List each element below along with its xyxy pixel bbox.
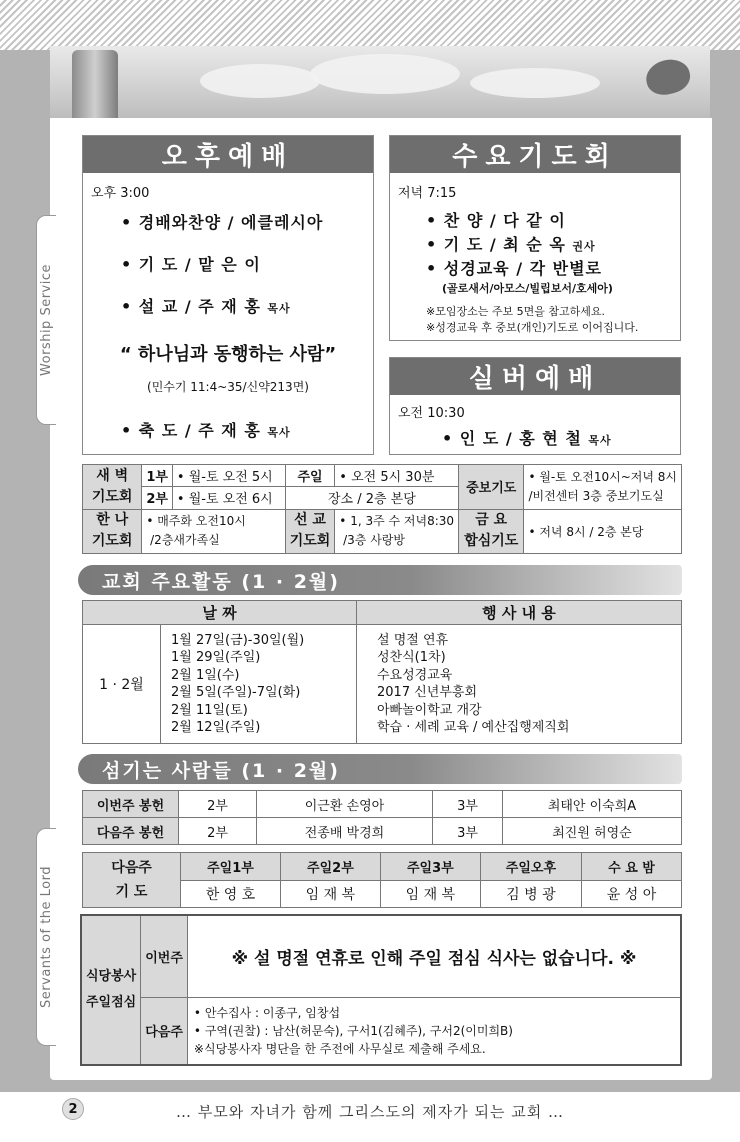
mission-prayer-info: • 1, 3주 수 저녁8:30 /3층 사랑방 bbox=[335, 509, 459, 554]
list-item: 아빠놀이학교 개강 bbox=[377, 702, 482, 718]
intercession-info: • 월-토 오전10시~저녁 8시 /비전센터 3층 중보기도실 bbox=[524, 465, 682, 510]
sunday-dawn-time: • 오전 5시 30분 bbox=[335, 465, 459, 487]
list-item: 1월 27일(금)-30일(월) bbox=[171, 632, 305, 648]
dawn-1-time: • 월-토 오전 5시 bbox=[172, 465, 285, 487]
footer-motto: … 부모와 자녀가 함께 그리스도의 제자가 되는 교회 … bbox=[176, 1103, 564, 1121]
table-row: 2부 bbox=[179, 818, 257, 845]
sermon-scripture: (민수기 11:4~35/신약213면) bbox=[147, 380, 309, 394]
afternoon-item-1: • 경배와찬양 / 에클레시아 bbox=[121, 213, 324, 232]
prayer-col: 주일1부 bbox=[181, 853, 281, 881]
afternoon-item-2: • 기 도 / 맡 은 이 bbox=[121, 255, 261, 274]
prayer-col: 수 요 밤 bbox=[582, 853, 682, 881]
offering-this-label: 이번주 봉헌 bbox=[83, 791, 179, 818]
list-item: 설 명절 연휴 bbox=[377, 632, 449, 648]
friday-prayer-info: • 저녁 8시 / 2층 본당 bbox=[524, 509, 682, 554]
prayer-meetings-table bbox=[82, 464, 682, 554]
wednesday-note-2: ※성경교육 후 중보(개인)기도로 이어집니다. bbox=[426, 321, 639, 334]
servers-title: 섬기는 사람들 (1 · 2월) bbox=[78, 754, 682, 784]
prayer-name: 임 재 복 bbox=[280, 880, 380, 908]
dawn-1-label: 1부 bbox=[142, 465, 173, 487]
dawn-prayer-label: 새 벽 기도회 bbox=[83, 465, 142, 510]
next-prayer-table bbox=[82, 852, 682, 908]
list-item: 2월 12일(주일) bbox=[171, 720, 261, 735]
activities-col-date: 날 짜 bbox=[83, 601, 357, 625]
list-item: 2017 신년부흥회 bbox=[377, 685, 478, 700]
list-item: 1월 29일(주일) bbox=[171, 650, 261, 665]
wednesday-prayer-box bbox=[389, 135, 681, 341]
afternoon-benediction: • 축 도 / 주 재 홍 목사 bbox=[121, 421, 291, 440]
wednesday-item-2: • 기 도 / 최 순 옥 권사 bbox=[426, 235, 596, 254]
activities-month: 1 · 2월 bbox=[83, 625, 161, 744]
sermon-title: “ 하나님과 동행하는 사람” bbox=[119, 344, 337, 365]
prayer-name: 김 병 광 bbox=[480, 880, 581, 908]
sunday-dawn-label: 주일 bbox=[285, 465, 335, 487]
table-row: 3부 bbox=[433, 818, 503, 845]
wednesday-time: 저녁 7:15 bbox=[398, 186, 457, 201]
prayer-col: 주일2부 bbox=[280, 853, 380, 881]
list-item: 학습 · 세례 교육 / 예산집행제직회 bbox=[377, 720, 570, 735]
afternoon-item-3: • 설 교 / 주 재 홍 목사 bbox=[121, 297, 291, 316]
table-row: 최태안 이숙희A bbox=[503, 791, 682, 818]
dawn-place: 장소 / 2층 본당 bbox=[285, 487, 458, 509]
silver-service-title: 실버예배 bbox=[390, 358, 680, 395]
friday-prayer-label: 금 요 합심기도 bbox=[459, 509, 524, 554]
table-row: 이근환 손영아 bbox=[257, 791, 433, 818]
page-number: 2 bbox=[62, 1098, 84, 1120]
list-item: 수요성경교육 bbox=[377, 667, 453, 683]
silver-leader: • 인 도 / 홍 현 철 목사 bbox=[442, 429, 612, 448]
next-prayer-label: 다음주 기 도 bbox=[83, 853, 181, 908]
table-row: 전종배 박경희 bbox=[257, 818, 433, 845]
wednesday-prayer-title: 수요기도회 bbox=[390, 136, 680, 173]
side-tab-servants bbox=[36, 828, 56, 1046]
activities-dates bbox=[161, 625, 357, 744]
dawn-2-time: • 월-토 오전 6시 bbox=[172, 487, 285, 509]
offering-table bbox=[82, 790, 682, 845]
silver-time: 오전 10:30 bbox=[398, 406, 465, 421]
header-banner bbox=[50, 46, 710, 118]
afternoon-service-box bbox=[82, 135, 374, 455]
meal-this-week-label: 이번주 bbox=[141, 915, 188, 997]
list-item: • 안수집사 : 이종구, 임창섭 bbox=[193, 1005, 341, 1020]
mission-prayer-label: 선 교 기도회 bbox=[285, 509, 335, 554]
tower-image bbox=[72, 50, 118, 118]
wednesday-item-1: • 찬 양 / 다 같 이 bbox=[426, 211, 566, 230]
meal-service-table bbox=[80, 914, 682, 1066]
heart-island-image bbox=[643, 55, 694, 99]
prayer-name: 윤 성 아 bbox=[582, 880, 682, 908]
afternoon-service-title: 오후예배 bbox=[83, 136, 373, 173]
hana-prayer-label: 한 나 기도회 bbox=[83, 509, 142, 554]
list-item: ※식당봉사자 명단을 한 주전에 사무실로 제출해 주세요. bbox=[193, 1041, 486, 1056]
list-item: 2월 11일(토) bbox=[171, 702, 248, 718]
activities-table bbox=[82, 600, 682, 744]
intercession-label: 중보기도 bbox=[459, 465, 524, 510]
wednesday-classes: (골로새서/아모스/빌립보서/호세아) bbox=[442, 282, 613, 295]
activities-col-event: 행 사 내 용 bbox=[357, 601, 682, 625]
dawn-2-label: 2부 bbox=[142, 487, 173, 509]
list-item: 성찬식(1차) bbox=[377, 650, 446, 665]
prayer-name: 한 영 호 bbox=[181, 880, 281, 908]
meal-service-label: 식당봉사 주일점심 bbox=[81, 915, 141, 1065]
activities-events bbox=[357, 625, 682, 744]
silver-service-box bbox=[389, 357, 681, 455]
prayer-col: 주일오후 bbox=[480, 853, 581, 881]
side-tab-servants-label: Servants of the Lord bbox=[39, 866, 54, 1008]
prayer-col: 주일3부 bbox=[380, 853, 480, 881]
meal-next-week-label: 다음주 bbox=[141, 997, 188, 1065]
table-row: 3부 bbox=[433, 791, 503, 818]
meal-next-week-info bbox=[187, 997, 681, 1065]
list-item: • 구역(권찰) : 남산(허문숙), 구서1(김혜주), 구서2(이미희B) bbox=[193, 1023, 513, 1038]
table-row: 최진원 허영순 bbox=[503, 818, 682, 845]
wednesday-item-3: • 성경교육 / 각 반별로 bbox=[426, 259, 602, 278]
side-tab-worship bbox=[36, 215, 56, 425]
activities-title: 교회 주요활동 (1 · 2월) bbox=[78, 565, 682, 595]
side-tab-worship-label: Worship Service bbox=[39, 264, 54, 376]
hana-prayer-info: • 매주화 오전10시 /2층새가족실 bbox=[142, 509, 285, 554]
meal-this-week-notice: ※ 설 명절 연휴로 인해 주일 점심 식사는 없습니다. ※ bbox=[187, 915, 681, 997]
list-item: 2월 1일(수) bbox=[171, 667, 240, 683]
table-row: 2부 bbox=[179, 791, 257, 818]
offering-next-label: 다음주 봉헌 bbox=[83, 818, 179, 845]
prayer-name: 임 재 복 bbox=[380, 880, 480, 908]
list-item: 2월 5일(주일)-7일(화) bbox=[171, 685, 301, 700]
wednesday-note-1: ※모임장소는 주보 5면을 참고하세요. bbox=[426, 305, 605, 318]
afternoon-time: 오후 3:00 bbox=[91, 186, 150, 201]
